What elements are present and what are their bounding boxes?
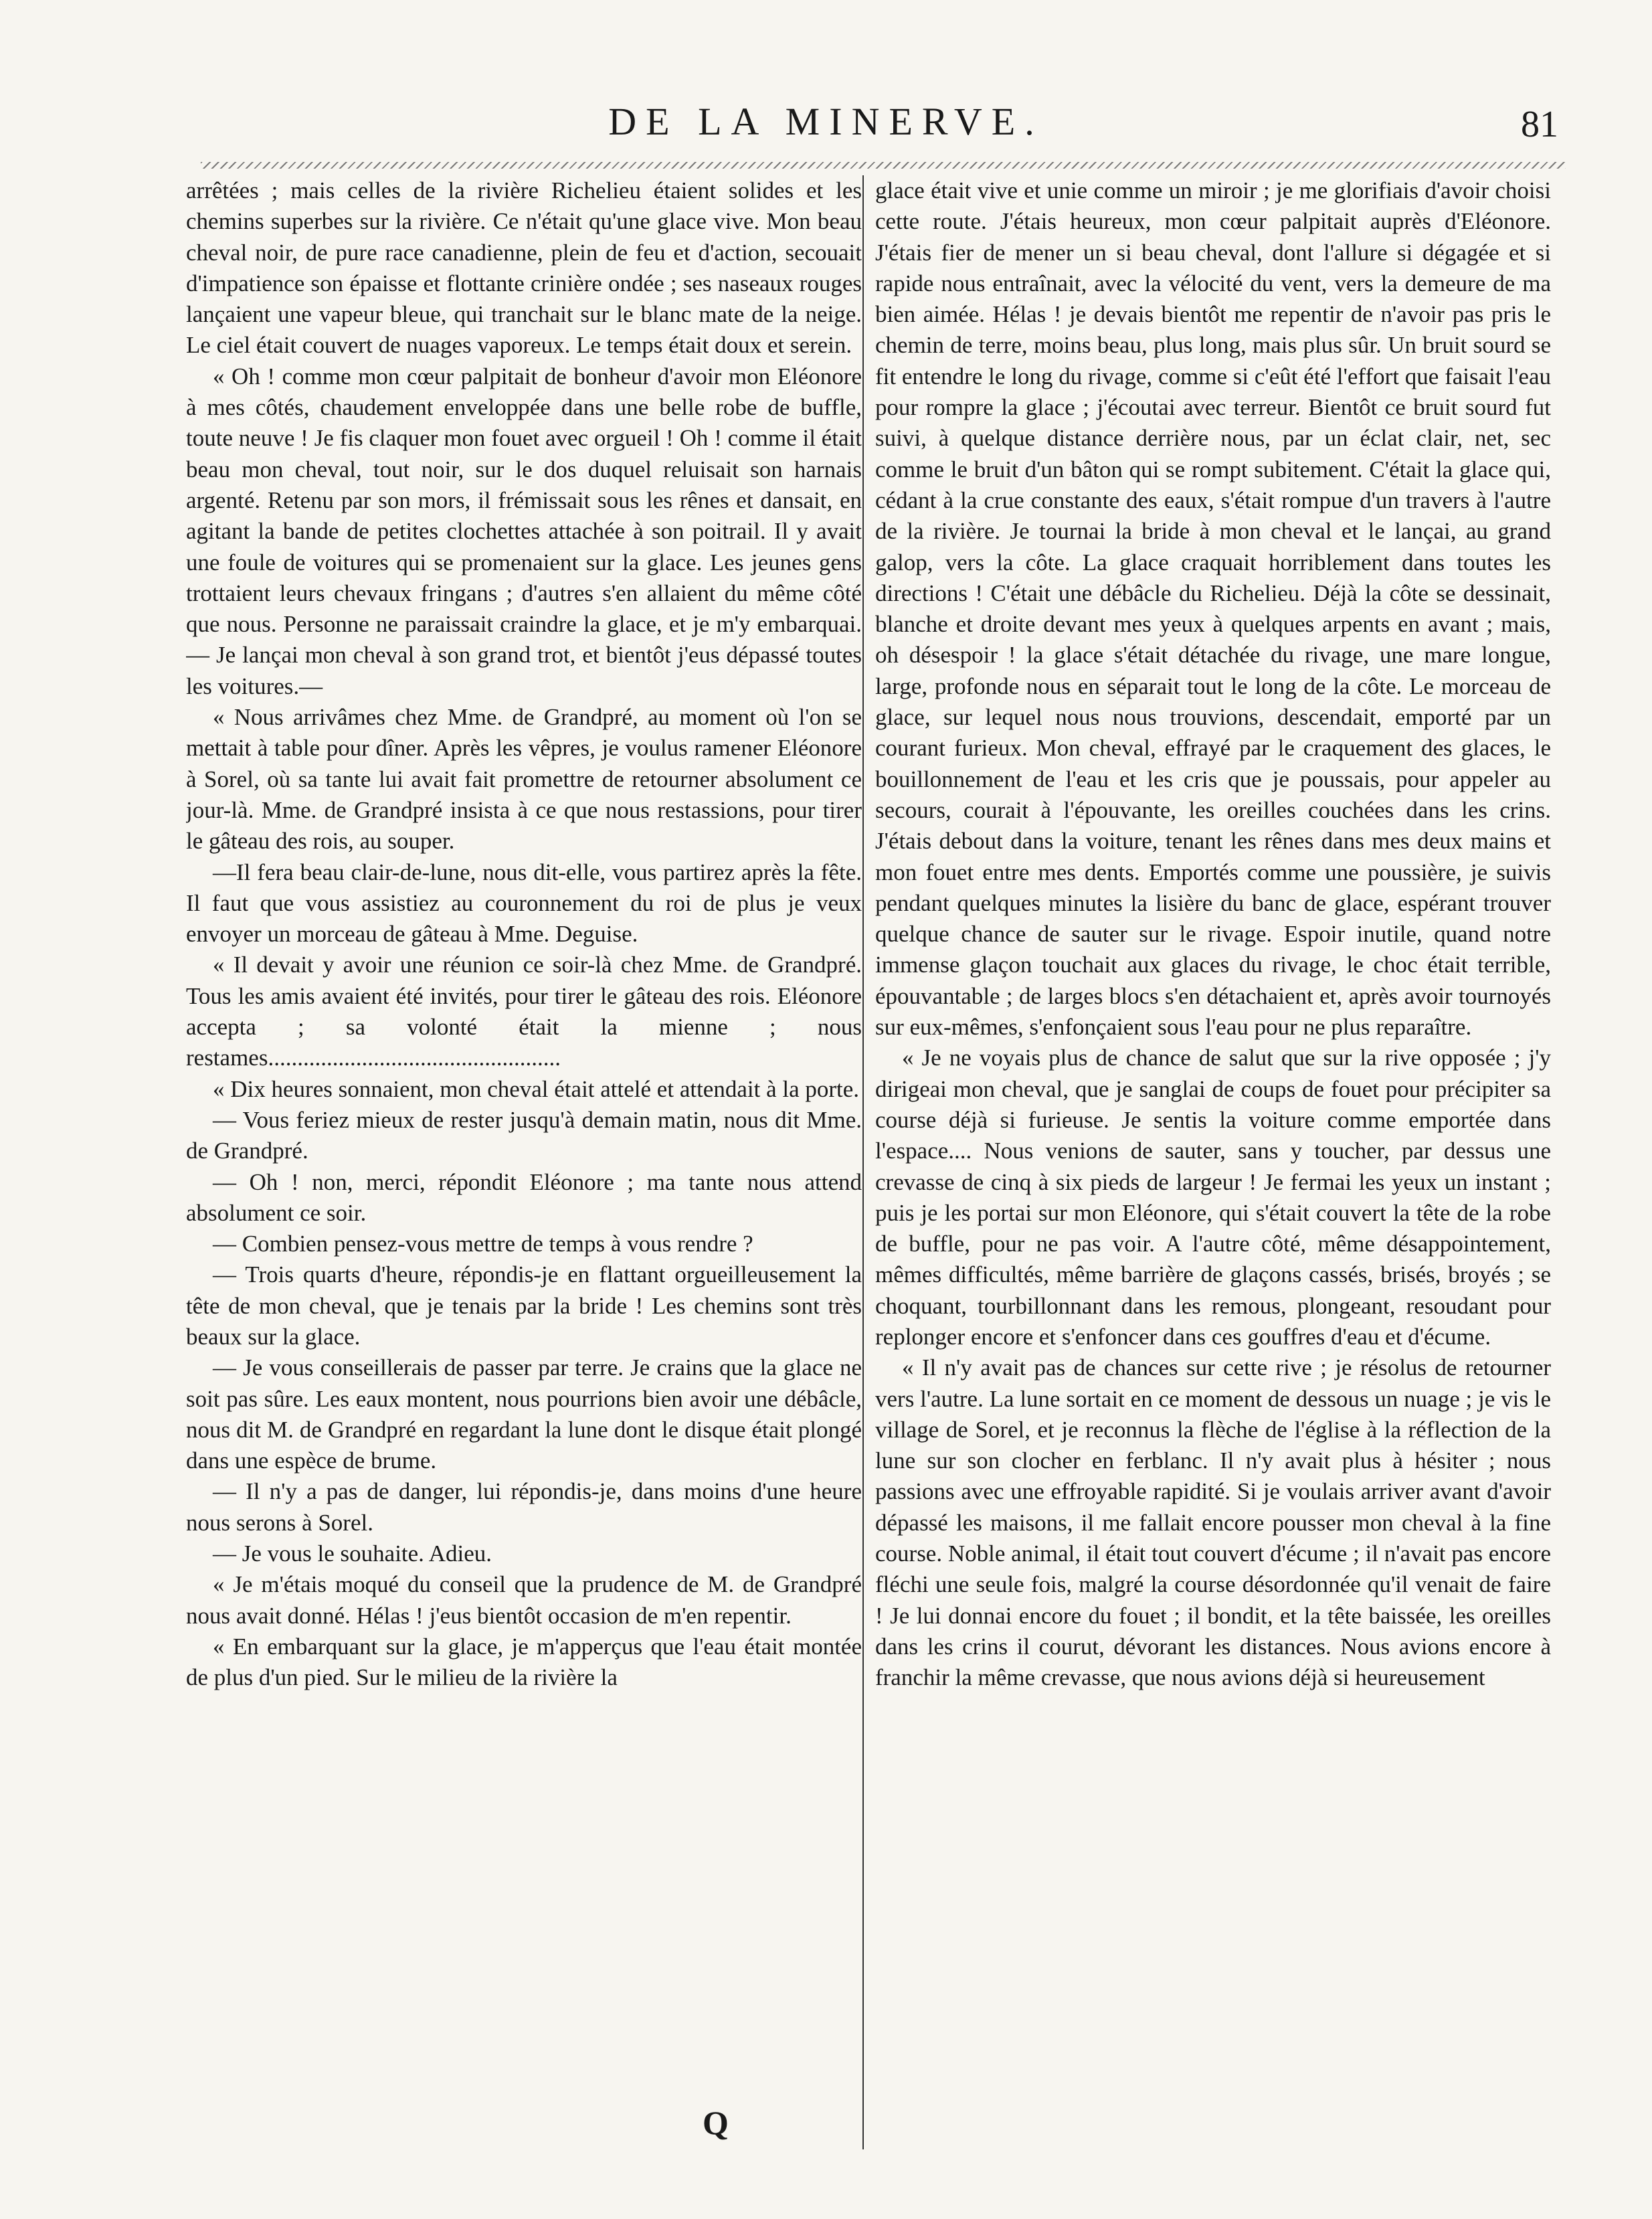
paragraph: « En embarquant sur la glace, je m'apperçus que l'eau était montée de plus d'un pied. Sur le milieu de la rivière la (186, 1633, 862, 1691)
paragraph: glace était vive et unie comme un miroir ; je me glorifiais d'avoir choisi cette route. J'étais heureux, mon cœur palpitait auprès d'Eléonore. J'étais fier de mener un si beau cheval, dont l'allure si dégagée et si rapide nous entraînait, avec la vélocité du vent, vers la demeure de ma bien aimée. Hélas ! je devais bientôt me repentir de n'avoir pas pris le chemin de terre, moins beau, plus long, mais plus sûr. Un bruit sourd se fit entendre le long du rivage, comme si c'eût été l'effort que faisait l'eau pour rompre la glace ; j'écoutai avec terreur. Bientôt ce bruit sourd fut suivi, à quelque distance derrière nous, par un éclat clair, net, sec comme le bruit d'un bâton qui se rompt subitement. C'était la glace qui, cédant à la crue constante des eaux, s'était rompue d'un travers à l'autre de la rivière. Je tournai la bride à mon cheval et le lançai, au grand galop, vers la côte. La glace craquait horriblement dans toutes les directions ! C'était une débâcle du Richelieu. Déjà la côte se dessinait, blanche et droite devant mes yeux à quelques arpents en avant ; mais, oh désespoir ! la glace s'était détachée du rivage, une mare longue, large, profonde nous en séparait tout le long de la côte. Le morceau de glace, sur lequel nous nous trouvions, descendait, emporté par un courant furieux. Mon cheval, effrayé par le craquement des glaces, le bouillonnement de l'eau et les cris que je poussais, pour appeler au secours, courait à l'épouvante, les oreilles couchées dans les crins. J'étais debout dans la voiture, tenant les rênes dans mes deux mains et mon fouet entre mes dents. Emportés comme une poussière, je suivis pendant quelques minutes la lisière du banc de glace, espérant trouver quelque chance de sauter sur le rivage. Espoir inutile, quand notre immense glaçon touchait aux glaces du rivage, le choc était terrible, épouvantable ; de larges blocs s'en détachaient et, après avoir tournoyés sur eux-mêmes, s'enfonçaient sous l'eau pour ne plus reparaître. (875, 177, 1551, 1041)
paragraph: « Il n'y avait pas de chances sur cette rive ; je résolus de retourner vers l'autre. La lune sortait en ce moment de dessous un nuage ; je vis le village de Sorel, et je reconnus la flèche de l'église à la réflection de la lune sur son clocher en ferblanc. Il n'y avait plus à hésiter ; nous passions avec une effroyable rapidité. Si je voulais arriver avant d'avoir dépassé les maisons, il me fallait encore pousser mon cheval à la fine course. Noble animal, il était tout couvert d'écume ; il n'avait pas encore fléchi une seule fois, malgré la course désordonnée qu'il venait de faire ! Je lui donnai encore du fouet ; il bondit, et la tête baissée, les oreilles dans les crins il courut, dévorant les distances. Nous avions encore à franchir la même crevasse, que nous avions déjà si heureusement (875, 1354, 1551, 1691)
paragraph: arrêtées ; mais celles de la rivière Richelieu étaient solides et les chemins superbes sur la rivière. Ce n'était qu'une glace vive. Mon beau cheval noir, de pure race canadienne, plein de feu et d'action, secouait d'impatience son épaisse et flottante crinière ondée ; ses naseaux rouges lançaient une vapeur bleue, qui tranchait sur le blanc mate de la neige. Le ciel était couvert de nuages vaporeux. Le temps était doux et serein. (186, 177, 862, 359)
header-rule (201, 162, 1566, 169)
paragraph: « Je ne voyais plus de chance de salut que sur la rive opposée ; j'y dirigeai mon cheval, que je sanglai de coups de fouet pour précipiter sa course déjà si furieuse. Je sentis la voiture comme emportée dans l'espace.... Nous venions de sauter, sans y toucher, par dessus une crevasse de cinq à six pieds de largeur ! Je fermai les yeux un instant ; puis je les portai sur mon Eléonore, qui s'était couvert la tête de la robe de buffle, pour ne pas voir. A l'autre côté, même désappointement, mêmes difficultés, même barrière de glaçons cassés, brisés, broyés ; se choquant, tourbillonnant dans les remous, plongeant, resoudant pour replonger encore et s'enfoncer dans ces gouffres d'eau et d'écume. (875, 1045, 1551, 1350)
paragraph: — Vous feriez mieux de rester jusqu'à demain matin, nous dit Mme. de Grandpré. (186, 1106, 862, 1164)
paragraph: — Combien pensez-vous mettre de temps à vous rendre ? (213, 1231, 753, 1257)
paragraph: « Dix heures sonnaient, mon cheval était attelé et attendait à la porte. (213, 1075, 860, 1102)
paragraph: « Nous arrivâmes chez Mme. de Grandpré, au moment où l'on se mettait à table pour dîner. Après les vêpres, je voulus ramener Eléonore à Sorel, où sa tante lui avait fait promettre de retourner absolument ce jour-là. Mme. de Grandpré insista à ce que nous restassions, pour tirer le gâteau des rois, au souper. (186, 704, 862, 855)
right-column (875, 175, 1551, 2156)
page-header (0, 99, 1652, 159)
paragraph: — Oh ! non, merci, répondit Eléonore ; ma tante nous attend absolument ce soir. (186, 1168, 862, 1226)
signature-mark: Q (703, 2104, 729, 2141)
paragraph: —Il fera beau clair-de-lune, nous dit-elle, vous partirez après la fête. Il faut que vous assistiez au couronnement du roi de plus je veux envoyer un morceau de gâteau à Mme. Deguise. (186, 859, 862, 948)
paragraph: — Il n'y a pas de danger, lui répondis-je, dans moins d'une heure nous serons à Sorel. (186, 1478, 862, 1536)
running-title: DE LA MINERVE. (608, 100, 1044, 143)
paragraph: « Oh ! comme mon cœur palpitait de bonheur d'avoir mon Eléonore à mes côtés, chaudement enveloppée dans une belle robe de buffle, toute neuve ! Je fis claquer mon fouet avec orgueil ! Oh ! comme il était beau mon cheval, tout noir, sur le dos duquel reluisait son harnais argenté. Retenu par son mors, il frémissait sous les rênes et dansait, en agitant la bande de petites clochettes attachée à son poitrail. Il y avait une foule de voitures qui se promenaient sur la glace. Les jeunes gens trottaient leurs chevaux fringans ; d'autres s'en allaient du même côté que nous. Personne ne paraissait craindre la glace, et je m'y embarquai. — Je lançai mon cheval à son grand trot, et bientôt j'eus dépassé toutes les voitures.— (186, 363, 862, 699)
paragraph: — Je vous le souhaite. Adieu. (213, 1540, 492, 1567)
page-number: 81 (1521, 104, 1558, 145)
paragraph: — Trois quarts d'heure, répondis-je en flattant orgueilleusement la tête de mon cheval, que je tenais par la bride ! Les chemins sont très beaux sur la glace. (186, 1261, 862, 1350)
left-column (186, 175, 862, 2156)
paragraph: « Il devait y avoir une réunion ce soir-là chez Mme. de Grandpré. Tous les amis avaient été invités, pour tirer le gâteau des rois. Eléonore accepta ; sa volonté était la mienne ; nous restames.................................................. (186, 952, 862, 1071)
column-divider (862, 175, 864, 2149)
paragraph: — Je vous conseillerais de passer par terre. Je crains que la glace ne soit pas sûre. Les eaux montent, nous pourrions bien avoir une débâcle, nous dit M. de Grandpré en regardant la lune dont le disque était plongé dans une espèce de brume. (186, 1354, 862, 1474)
paragraph: « Je m'étais moqué du conseil que la prudence de M. de Grandpré nous avait donné. Hélas ! j'eus bientôt occasion de m'en repentir. (186, 1571, 862, 1629)
